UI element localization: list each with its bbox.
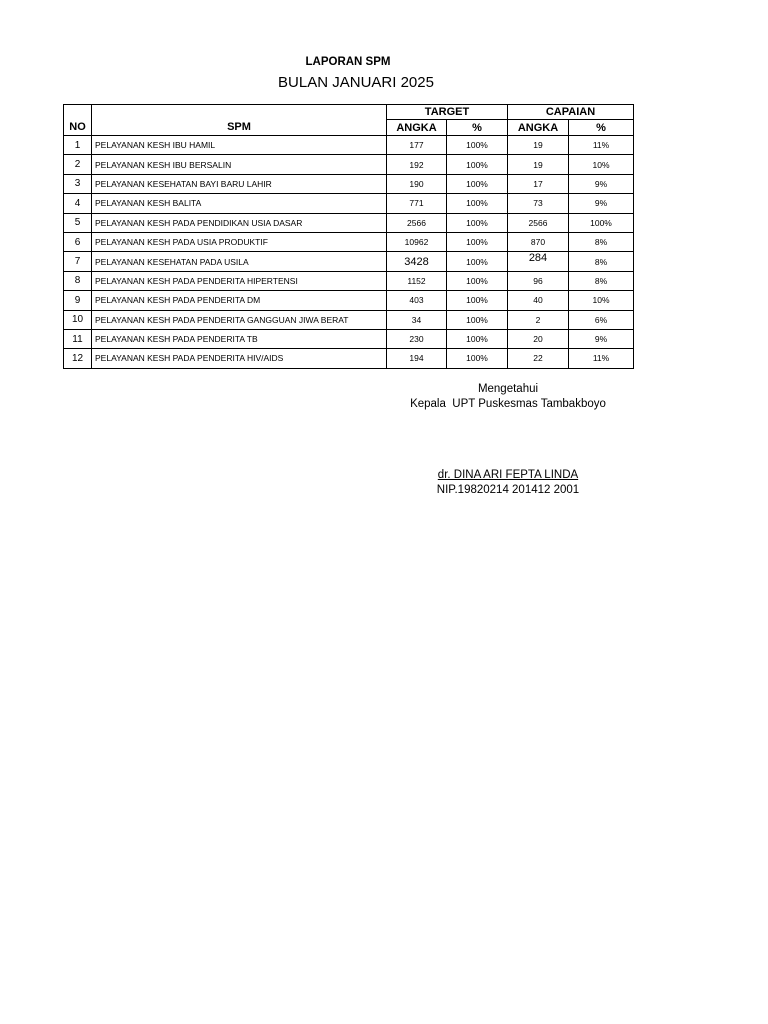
achievement-count: 870 <box>508 232 569 251</box>
table-row <box>64 194 634 213</box>
achievement-count: 73 <box>508 194 569 213</box>
table-row <box>64 174 634 193</box>
spm-service-name: PELAYANAN KESH PADA PENDERITA GANGGUAN JIWA BERAT <box>92 310 387 329</box>
row-number: 5 <box>64 213 92 232</box>
target-percent: 100% <box>447 271 508 290</box>
header-target: TARGET <box>387 105 508 120</box>
spm-service-name: PELAYANAN KESH IBU BERSALIN <box>92 155 387 174</box>
achievement-percent: 8% <box>569 271 634 290</box>
achievement-count: 19 <box>508 155 569 174</box>
achievement-count: 22 <box>508 349 569 368</box>
target-count: 1152 <box>387 271 447 290</box>
target-percent: 100% <box>447 329 508 348</box>
target-percent: 100% <box>447 194 508 213</box>
row-number: 6 <box>64 232 92 251</box>
achievement-percent: 8% <box>569 232 634 251</box>
spm-table <box>63 104 634 369</box>
target-count: 230 <box>387 329 447 348</box>
achievement-count: 2566 <box>508 213 569 232</box>
signature-position: Kepala UPT Puskesmas Tambakboyo <box>410 398 606 410</box>
row-number: 11 <box>64 329 92 348</box>
achievement-count: 40 <box>508 291 569 310</box>
header-capaian-angka: ANGKA <box>508 120 569 136</box>
target-count: 771 <box>387 194 447 213</box>
achievement-percent: 100% <box>569 213 634 232</box>
table-row <box>64 232 634 251</box>
signature-acknowledged: Mengetahui <box>477 383 539 395</box>
spm-service-name: PELAYANAN KESH PADA PENDIDIKAN USIA DASAR <box>92 213 387 232</box>
table-row <box>64 136 634 155</box>
table-row <box>64 291 634 310</box>
target-percent: 100% <box>447 349 508 368</box>
target-count: 2566 <box>387 213 447 232</box>
target-percent: 100% <box>447 213 508 232</box>
target-count: 10962 <box>387 232 447 251</box>
spm-service-name: PELAYANAN KESH PADA PENDERITA HIPERTENSI <box>92 271 387 290</box>
header-no: NO <box>64 105 92 136</box>
table-row <box>64 329 634 348</box>
row-number: 10 <box>64 310 92 329</box>
signature-name: dr. DINA ARI FEPTA LINDA <box>437 469 579 481</box>
spm-service-name: PELAYANAN KESH PADA PENDERITA HIV/AIDS <box>92 349 387 368</box>
table-row <box>64 252 634 271</box>
row-number: 12 <box>64 349 92 368</box>
achievement-count: 19 <box>508 136 569 155</box>
table-row <box>64 213 634 232</box>
target-count: 177 <box>387 136 447 155</box>
row-number: 7 <box>64 252 92 271</box>
achievement-percent: 9% <box>569 174 634 193</box>
achievement-percent: 9% <box>569 329 634 348</box>
row-number: 2 <box>64 155 92 174</box>
spm-service-name: PELAYANAN KESH PADA PENDERITA DM <box>92 291 387 310</box>
table-row <box>64 155 634 174</box>
report-period: BULAN JANUARI 2025 <box>278 74 434 91</box>
spm-service-name: PELAYANAN KESH IBU HAMIL <box>92 136 387 155</box>
target-percent: 100% <box>447 291 508 310</box>
spm-service-name: PELAYANAN KESH PADA PENDERITA TB <box>92 329 387 348</box>
spm-table-body <box>64 136 634 369</box>
target-percent: 100% <box>447 155 508 174</box>
target-count: 190 <box>387 174 447 193</box>
row-number: 3 <box>64 174 92 193</box>
achievement-percent: 10% <box>569 155 634 174</box>
header-capaian: CAPAIAN <box>508 105 634 120</box>
header-target-percent: % <box>447 120 508 136</box>
table-row <box>64 349 634 368</box>
report-title: LAPORAN SPM <box>305 56 391 68</box>
achievement-count: 17 <box>508 174 569 193</box>
spm-service-name: PELAYANAN KESEHATAN BAYI BARU LAHIR <box>92 174 387 193</box>
target-percent: 100% <box>447 174 508 193</box>
header-capaian-percent: % <box>569 120 634 136</box>
target-percent: 100% <box>447 252 508 271</box>
signature-nip: NIP.19820214 201412 2001 <box>436 484 580 496</box>
achievement-count: 284 <box>508 252 569 271</box>
achievement-percent: 8% <box>569 252 634 271</box>
row-number: 4 <box>64 194 92 213</box>
spm-service-name: PELAYANAN KESEHATAN PADA USILA <box>92 252 387 271</box>
achievement-percent: 10% <box>569 291 634 310</box>
target-count: 34 <box>387 310 447 329</box>
spm-service-name: PELAYANAN KESH PADA USIA PRODUKTIF <box>92 232 387 251</box>
achievement-count: 2 <box>508 310 569 329</box>
table-row <box>64 310 634 329</box>
table-row <box>64 271 634 290</box>
target-percent: 100% <box>447 136 508 155</box>
target-count: 194 <box>387 349 447 368</box>
header-row-groups <box>64 105 634 120</box>
header-target-angka: ANGKA <box>387 120 447 136</box>
spm-service-name: PELAYANAN KESH BALITA <box>92 194 387 213</box>
row-number: 1 <box>64 136 92 155</box>
table-header <box>64 105 634 136</box>
target-count: 192 <box>387 155 447 174</box>
achievement-percent: 11% <box>569 349 634 368</box>
achievement-percent: 11% <box>569 136 634 155</box>
header-spm: SPM <box>92 105 387 136</box>
target-percent: 100% <box>447 232 508 251</box>
target-count: 403 <box>387 291 447 310</box>
target-percent: 100% <box>447 310 508 329</box>
achievement-percent: 9% <box>569 194 634 213</box>
target-count: 3428 <box>387 252 447 271</box>
row-number: 9 <box>64 291 92 310</box>
achievement-count: 20 <box>508 329 569 348</box>
row-number: 8 <box>64 271 92 290</box>
achievement-count: 96 <box>508 271 569 290</box>
achievement-percent: 6% <box>569 310 634 329</box>
